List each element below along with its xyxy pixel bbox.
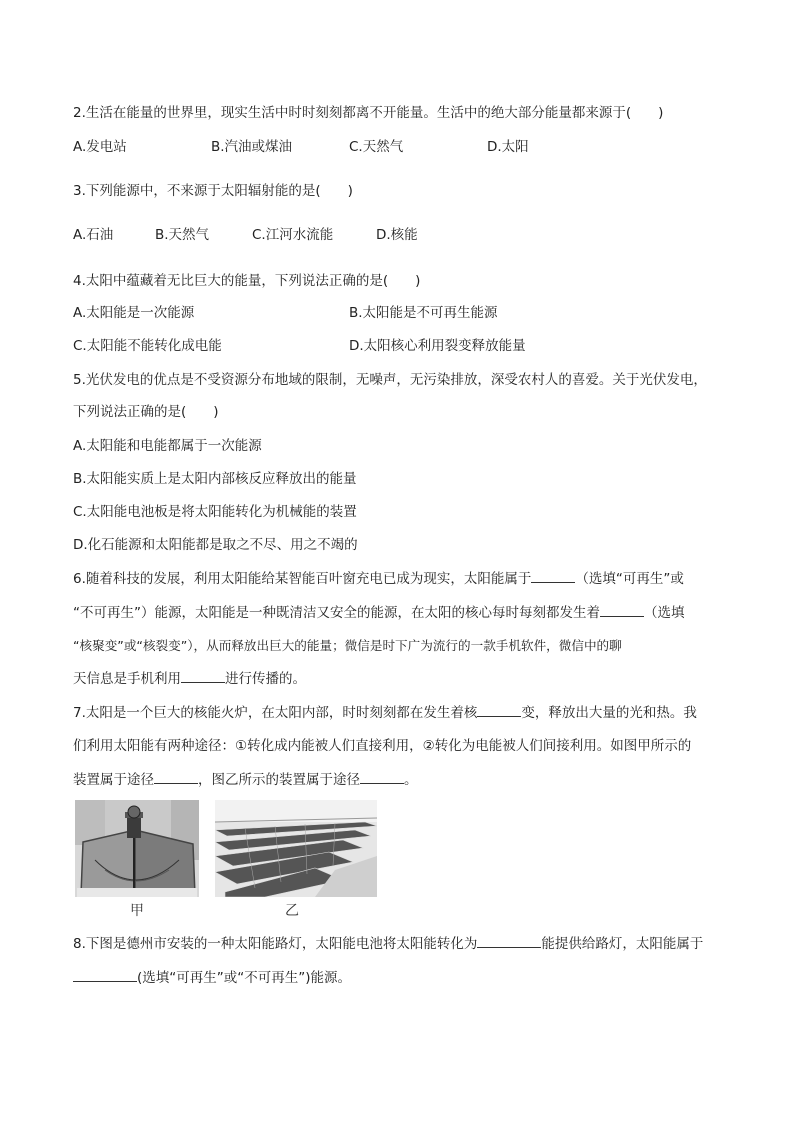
q6-line4	[73, 670, 306, 688]
q6-line1-text-a: 6.随着科技的发展，利用太阳能给某智能百叶窗充电已成为现实，太阳能属于	[73, 571, 532, 587]
q4-option-a: A.太阳能是一次能源	[73, 305, 195, 321]
q7-line1	[73, 704, 697, 722]
q5-option-d: D.化石能源和太阳能都是取之不尽、用之不竭的	[73, 537, 358, 553]
q7-line3-text-b: ，图乙所示的装置属于途径	[198, 772, 360, 788]
caption-yi: 乙	[285, 903, 299, 919]
q6-line3: “核聚变”或“核裂变”），从而释放出巨大的能量；微信是时下广为流行的一款手机软件，微信中的聊	[73, 638, 622, 653]
q3-option-c: C.江河水流能	[252, 227, 334, 243]
q6-blank-3[interactable]	[181, 670, 225, 683]
q2-stem: 2.生活在能量的世界里，现实生活中时时刻刻都离不开能量。生活中的绝大部分能量都来源于( )	[73, 105, 664, 121]
q7-line3	[73, 771, 418, 789]
q2-option-b: B.汽油或煤油	[211, 139, 293, 155]
figure-solar-cooker	[75, 800, 199, 897]
q7-line1-text-a: 7.太阳是一个巨大的核能火炉，在太阳内部，时时刻刻都在发生着核	[73, 705, 478, 721]
solar-panels-image	[215, 800, 377, 897]
q8-blank-2[interactable]	[73, 969, 137, 982]
q8-line2-text-b: (选填“可再生”或“不可再生”)能源。	[137, 970, 352, 986]
q4-option-b: B.太阳能是不可再生能源	[349, 305, 498, 321]
q3-option-a: A.石油	[73, 227, 114, 243]
q8-blank-1[interactable]	[477, 935, 541, 948]
q7-line1-text-b: 变，释放出大量的光和热。我	[521, 705, 697, 721]
q5-option-b: B.太阳能实质上是太阳内部核反应释放出的能量	[73, 471, 357, 487]
q2-option-d: D.太阳	[487, 139, 529, 155]
q7-blank-3[interactable]	[360, 771, 404, 784]
q6-line1	[73, 570, 684, 588]
q4-option-d: D.太阳核心利用裂变释放能量	[349, 338, 526, 354]
q6-line2	[73, 604, 685, 622]
solar-cooker-image	[75, 800, 199, 897]
q8-line1	[73, 935, 703, 953]
q4-stem: 4.太阳中蕴藏着无比巨大的能量，下列说法正确的是( )	[73, 273, 421, 289]
q3-stem: 3.下列能源中，不来源于太阳辐射能的是( )	[73, 183, 353, 199]
q6-line2-text-a: “不可再生”）能源，太阳能是一种既清洁又安全的能源，在太阳的核心每时每刻都发生着	[73, 605, 600, 621]
q8-line1-text-b: 能提供给路灯，太阳能属于	[541, 936, 704, 952]
q5-option-a: A.太阳能和电能都属于一次能源	[73, 438, 262, 454]
q6-blank-1[interactable]	[531, 570, 575, 583]
q7-blank-2[interactable]	[154, 771, 198, 784]
q6-line4-text-b: 进行传播的。	[225, 671, 306, 687]
q8-line1-text-a: 8.下图是德州市安装的一种太阳能路灯，太阳能电池将太阳能转化为	[73, 936, 478, 952]
q6-line2-text-b: （选填	[644, 605, 685, 621]
q4-option-c: C.太阳能不能转化成电能	[73, 338, 222, 354]
caption-jia: 甲	[130, 903, 144, 919]
figure-solar-panels	[215, 800, 377, 897]
q7-line2: 们利用太阳能有两种途径：①转化成内能被人们直接利用，②转化为电能被人们间接利用。如图甲所示的	[73, 738, 692, 754]
q2-option-c: C.天然气	[349, 139, 404, 155]
q3-option-d: D.核能	[376, 227, 418, 243]
q6-line1-text-b: （选填“可再生”或	[575, 571, 684, 587]
q7-line3-text-a: 装置属于途径	[73, 772, 154, 788]
q2-option-a: A.发电站	[73, 139, 127, 155]
q7-blank-1[interactable]	[477, 704, 521, 717]
q6-blank-2[interactable]	[600, 604, 644, 617]
q8-line2	[73, 969, 351, 987]
q5-stem-line2: 下列说法正确的是( )	[73, 404, 219, 420]
q3-option-b: B.天然气	[155, 227, 210, 243]
q5-stem-line1: 5.光伏发电的优点是不受资源分布地域的限制，无噪声，无污染排放，深受农村人的喜爱。关于光伏发电，	[73, 372, 707, 388]
q7-line3-text-c: 。	[404, 772, 418, 788]
q5-option-c: C.太阳能电池板是将太阳能转化为机械能的装置	[73, 504, 357, 520]
q6-line4-text-a: 天信息是手机利用	[73, 671, 181, 687]
